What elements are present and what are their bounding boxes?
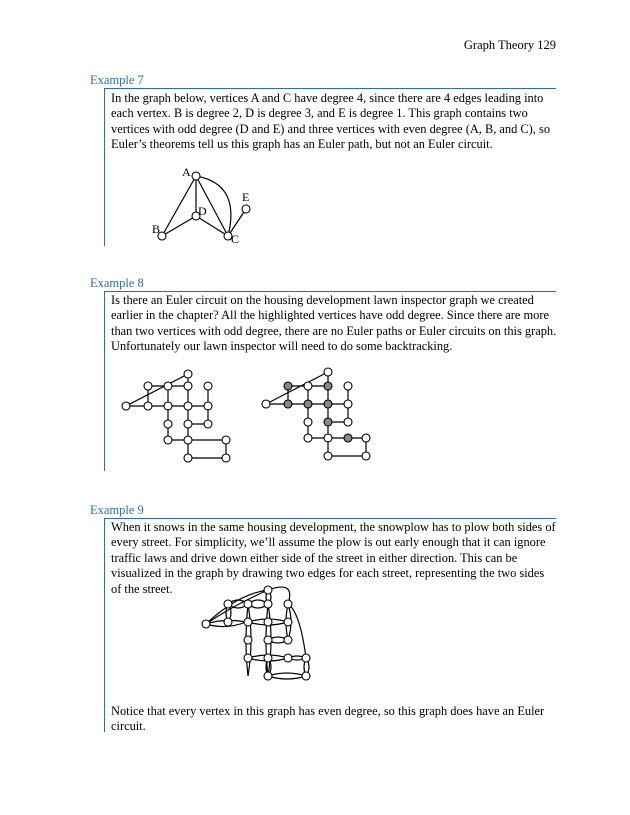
page-header: Graph Theory 129 — [463, 38, 556, 52]
example-7-text: In the graph below, vertices A and C have degree 4, since there are 4 edges leading into each vertex. B is degree 2, D is degree 3, and E is degree 1. This graph contains two vertices with odd degree (D and E) and three vertices with even degree (A, B, and C), so Euler’s theorems tell us this graph has an Euler path, but not an Euler circuit. — [111, 91, 551, 152]
label-c: C — [231, 232, 240, 246]
example-9-conclusion: Notice that every vertex in this graph has even degree, so this graph does have an Euler circuit. — [111, 704, 545, 734]
label-a: A — [182, 165, 191, 179]
example-9-text: When it snows in the same housing development, the snowplow has to plow both sides of every street. For simplicity, we’ll assume the plow is out early enough that it can ignore traffic laws and drive down either side of the street in either direction. This can be visualized in the graph by drawing two edges for each street, representing the two sides of the street. — [111, 520, 556, 596]
example-7-title: Example 7 — [90, 73, 144, 87]
label-d: D — [198, 204, 207, 218]
label-b: B — [152, 222, 161, 236]
example-9-title: Example 9 — [90, 503, 144, 517]
label-e: E — [242, 190, 250, 204]
example-8-text: Is there an Euler circuit on the housing development lawn inspector graph we created earlier in the chapter? All the highlighted vertices have odd degree. Since there are more than two vertices with odd degree, there are no Euler paths or Euler circuits on this graph. Unfortunately our lawn inspector will need to do some backtracking. — [111, 293, 557, 354]
example-8-title: Example 8 — [90, 276, 144, 290]
